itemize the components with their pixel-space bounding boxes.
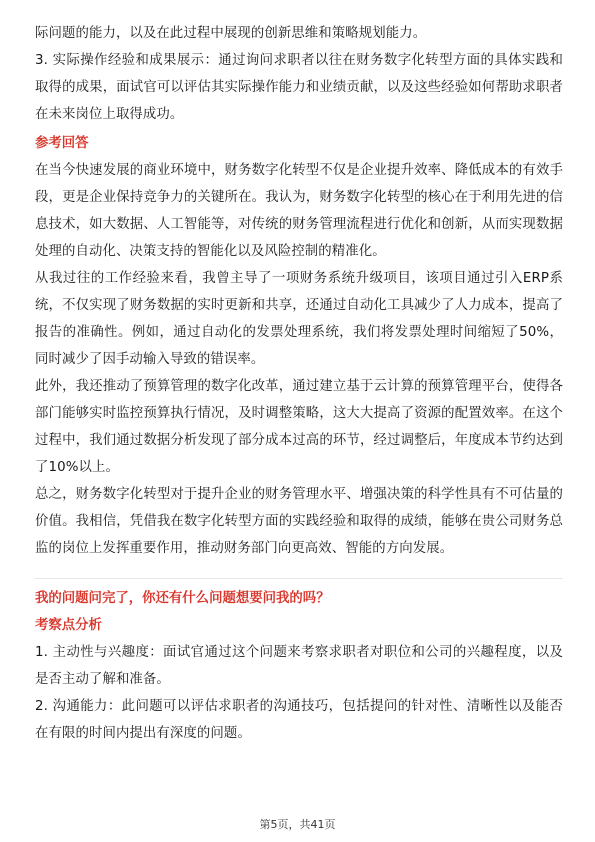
answer-paragraph-4: 总之，财务数字化转型对于提升企业的财务管理水平、增强决策的科学性具有不可估量的价值。我相信，凭借我在数字化转型方面的实践经验和取得的成绩，能够在贵公司财务总监的岗位上发挥重要作用，推动财务部门向更高效、智能的方向发展。 xyxy=(35,487,563,556)
question-heading: 我的问题问完了，你还有什么问题想要问我的吗？ xyxy=(35,591,330,606)
paragraph-intro-continued: 际问题的能力，以及在此过程中展现的创新思维和策略规划能力。 xyxy=(35,26,427,41)
analysis-point-1: 1. 主动性与兴趣度：面试官通过这个问题来考察求职者对职位和公司的兴趣程度，以及是否主动了解和准备。 xyxy=(35,645,563,687)
analysis-heading: 考察点分析 xyxy=(35,618,102,633)
page-footer: 第5页，共41页 xyxy=(259,818,336,831)
section-divider xyxy=(35,578,563,579)
analysis-point-2: 2. 沟通能力：此问题可以评估求职者的沟通技巧，包括提问的针对性、清晰性以及能否在有限的时间内提出有深度的问题。 xyxy=(35,699,563,741)
paragraph-point-3: 3. 实际操作经验和成果展示：通过询问求职者以往在财务数字化转型方面的具体实践和取得的成果，面试官可以评估其实际操作能力和业绩贡献，以及这些经验如何帮助求职者在未来岗位上取得成功。 xyxy=(35,53,563,122)
answer-paragraph-3: 此外，我还推动了预算管理的数字化改革，通过建立基于云计算的预算管理平台，使得各部门能够实时监控预算执行情况，及时调整策略，这大大提高了资源的配置效率。在这个过程中，我们通过数据分析发现了部分成本过高的环节，经过调整后，年度成本节约达到了10%以上。 xyxy=(35,379,563,475)
document-body xyxy=(35,20,563,747)
answer-paragraph-1: 在当今快速发展的商业环境中，财务数字化转型不仅是企业提升效率、降低成本的有效手段，更是企业保持竞争力的关键所在。我认为，财务数字化转型的核心在于利用先进的信息技术，如大数据、人工智能等，对传统的财务管理流程进行优化和创新，从而实现数据处理的自动化、决策支持的智能化以及风险控制的精准化。 xyxy=(35,163,563,259)
answer-paragraph-2: 从我过往的工作经验来看，我曾主导了一项财务系统升级项目，该项目通过引入ERP系统，不仅实现了财务数据的实时更新和共享，还通过自动化工具减少了人力成本，提高了报告的准确性。例如，通过自动化的发票处理系统，我们将发票处理时间缩短了50%，同时减少了因手动输入导致的错误率。 xyxy=(35,271,563,367)
answer-heading: 参考回答 xyxy=(35,136,89,151)
